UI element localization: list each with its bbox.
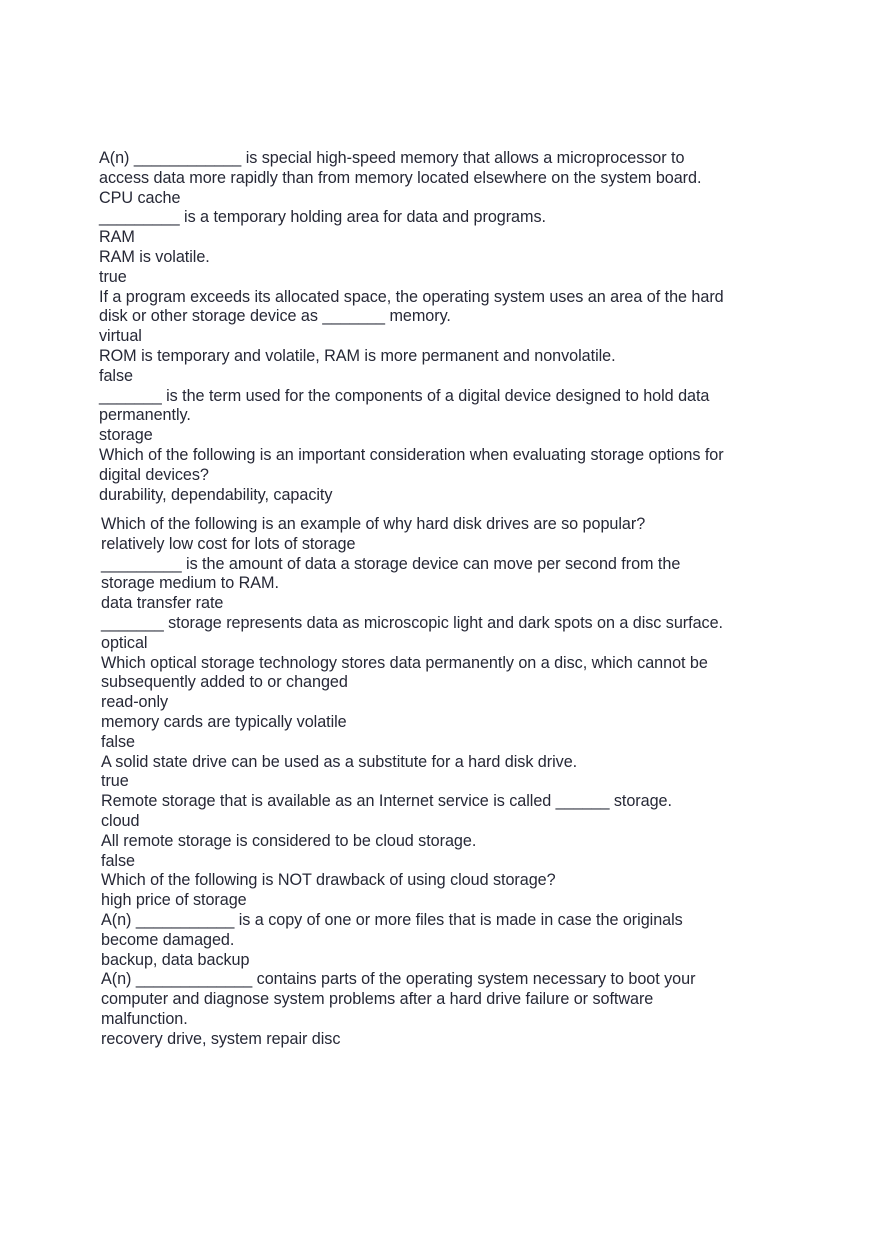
text-line: access data more rapidly than from memory located elsewhere on the system board. xyxy=(99,168,702,187)
text-line: Remote storage that is available as an Internet service is called ______ storage. xyxy=(101,792,672,811)
text-line: false xyxy=(101,732,135,751)
text-line: durability, dependability, capacity xyxy=(99,485,333,504)
text-line: Which of the following is an important consideration when evaluating storage options for xyxy=(99,445,724,464)
text-line: data transfer rate xyxy=(101,594,224,613)
text-line: digital devices? xyxy=(99,465,209,484)
text-line: _______ is the term used for the components of a digital device designed to hold data xyxy=(99,386,710,405)
text-line: read-only xyxy=(101,693,169,712)
text-line: A solid state drive can be used as a substitute for a hard disk drive. xyxy=(101,752,578,771)
text-line: storage xyxy=(99,426,153,445)
text-line: virtual xyxy=(99,327,142,346)
text-line: _______ storage represents data as microscopic light and dark spots on a disc surface. xyxy=(101,613,723,632)
text-line: CPU cache xyxy=(99,188,181,207)
text-line: true xyxy=(101,772,129,791)
text-line: Which optical storage technology stores data permanently on a disc, which cannot be xyxy=(101,653,708,672)
text-line: _________ is the amount of data a storage device can move per second from the xyxy=(101,554,681,573)
text-line: optical xyxy=(101,633,148,652)
text-line: If a program exceeds its allocated space, the operating system uses an area of the hard xyxy=(99,287,724,306)
flashcard-block-2 xyxy=(101,515,791,1050)
text-line: ROM is temporary and volatile, RAM is more permanent and nonvolatile. xyxy=(99,346,616,365)
text-line: malfunction. xyxy=(101,1009,188,1028)
text-line: permanently. xyxy=(99,406,191,425)
text-line: A(n) ____________ is special high-speed memory that allows a microprocessor to xyxy=(99,149,685,167)
text-line: false xyxy=(101,851,135,870)
text-line: A(n) ___________ is a copy of one or more files that is made in case the originals xyxy=(101,910,683,929)
text-line: subsequently added to or changed xyxy=(101,673,348,692)
text-line: backup, data backup xyxy=(101,950,250,969)
text-line: All remote storage is considered to be cloud storage. xyxy=(101,831,477,850)
text-line: computer and diagnose system problems after a hard drive failure or software xyxy=(101,990,654,1009)
text-line: false xyxy=(99,366,133,385)
text-line: relatively low cost for lots of storage xyxy=(101,534,356,553)
flashcard-block-1 xyxy=(99,149,789,505)
text-line: Which of the following is NOT drawback of using cloud storage? xyxy=(101,871,556,890)
text-line: storage medium to RAM. xyxy=(101,574,279,593)
text-line: high price of storage xyxy=(101,891,247,910)
text-line: Which of the following is an example of why hard disk drives are so popular? xyxy=(101,515,646,533)
text-line: true xyxy=(99,267,127,286)
text-line: A(n) _____________ contains parts of the operating system necessary to boot your xyxy=(101,970,696,989)
text-line: cloud xyxy=(101,811,140,830)
text-line: _________ is a temporary holding area for data and programs. xyxy=(99,208,546,227)
text-line: become damaged. xyxy=(101,930,235,949)
text-line: memory cards are typically volatile xyxy=(101,712,347,731)
text-line: recovery drive, system repair disc xyxy=(101,1029,341,1048)
text-line: RAM is volatile. xyxy=(99,247,210,266)
text-line: RAM xyxy=(99,228,135,247)
text-line: disk or other storage device as _______ memory. xyxy=(99,307,451,326)
